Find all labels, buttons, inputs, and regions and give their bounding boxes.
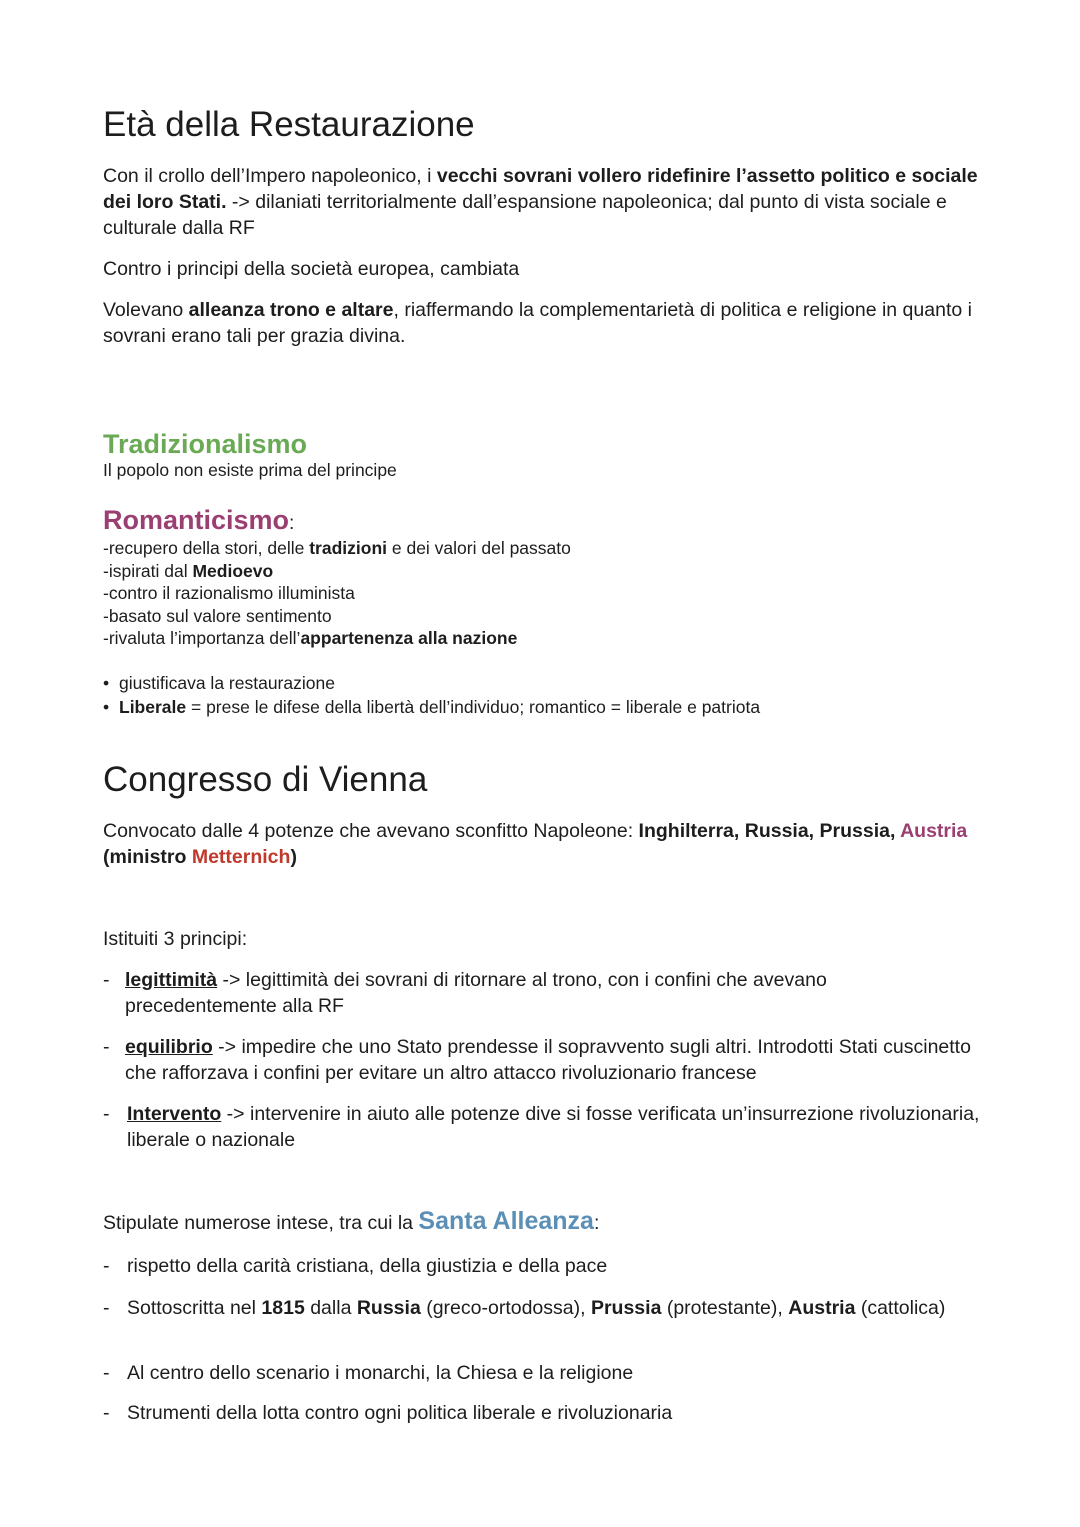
tradizionalismo-text: Il popolo non esiste prima del principe	[103, 460, 397, 480]
paragraph-convocato: Convocato dalle 4 potenze che avevano sconfitto Napoleone: Inghilterra, Russia, Prussia, Austria (ministro Metternich)	[103, 820, 968, 868]
paragraph-trono-altare: Volevano alleanza trono e altare, riaffermando la complementarietà di politica e religione in quanto i sovrani erano tali per grazia divina.	[103, 299, 972, 347]
section-title-congresso-vienna: Congresso di Vienna	[103, 760, 428, 799]
romanticismo-line: -rivaluta l’importanza dell’appartenenza alla nazione	[103, 628, 518, 648]
bullet-dot-icon: •	[103, 697, 110, 717]
bullet-item: • giustificava la restaurazione	[103, 673, 335, 693]
alliance-point: - rispetto della carità cristiana, della giustizia e della pace	[103, 1255, 608, 1277]
romanticismo-line: -contro il razionalismo illuminista	[103, 583, 355, 603]
bullet-item: • Liberale = prese le difese della libertà dell’individuo; romantico = liberale e patriota	[103, 697, 761, 717]
alliance-point: - Sottoscritta nel 1815 dalla Russia (greco-ortodossa), Prussia (protestante), Austria (cattolica)	[103, 1297, 946, 1319]
paragraph-crollo-impero: Con il crollo dell’Impero napoleonico, i vecchi sovrani vollero ridefinire l’assetto politico e sociale dei loro Stati. -> dilaniati territorialmente dall’espansione napoleonica; dal punto di vista sociale e culturale dalla RF	[103, 165, 978, 239]
romanticismo-line: -ispirati dal Medioevo	[103, 560, 274, 581]
romanticismo-line: -basato sul valore sentimento	[103, 605, 332, 626]
heading-tradizionalismo: Tradizionalismo	[103, 429, 308, 459]
principle-equilibrio: - equilibrio -> impedire che uno Stato prendesse il sopravvento sugli altri. Introdotti Stati cuscinetto che rafforzava i confini per evitare un altro attacco rivoluzionario francese	[103, 1036, 971, 1084]
bullet-dot-icon: •	[103, 673, 110, 693]
romanticismo-bullets	[103, 671, 760, 719]
alliance-point: - Al centro dello scenario i monarchi, la Chiesa e la religione	[103, 1362, 634, 1384]
alliance-point: - Strumenti della lotta contro ogni politica liberale e rivoluzionaria	[103, 1402, 673, 1424]
alliance-intro: Stipulate numerose intese, tra cui la Santa Alleanza:	[103, 1207, 600, 1235]
romanticismo-line: -recupero della stori, delle tradizioni e dei valori del passato	[103, 538, 571, 558]
heading-romanticismo: Romanticismo:	[103, 505, 295, 535]
principle-legittimita: - legittimità -> legittimità dei sovrani di ritornare al trono, con i confini che avevano precedentemente alla RF	[103, 969, 827, 1017]
romanticismo-list	[103, 537, 983, 650]
paragraph-contro-principi: Contro i principi della società europea, cambiata	[103, 258, 520, 280]
principle-intervento: - Intervento -> intervenire in aiuto alle potenze dive si fosse verificata un’insurrezione rivoluzionaria, liberale o nazionale	[103, 1103, 980, 1151]
section-title-restaurazione: Età della Restaurazione	[103, 105, 475, 144]
principles-intro: Istituiti 3 principi:	[103, 928, 248, 950]
